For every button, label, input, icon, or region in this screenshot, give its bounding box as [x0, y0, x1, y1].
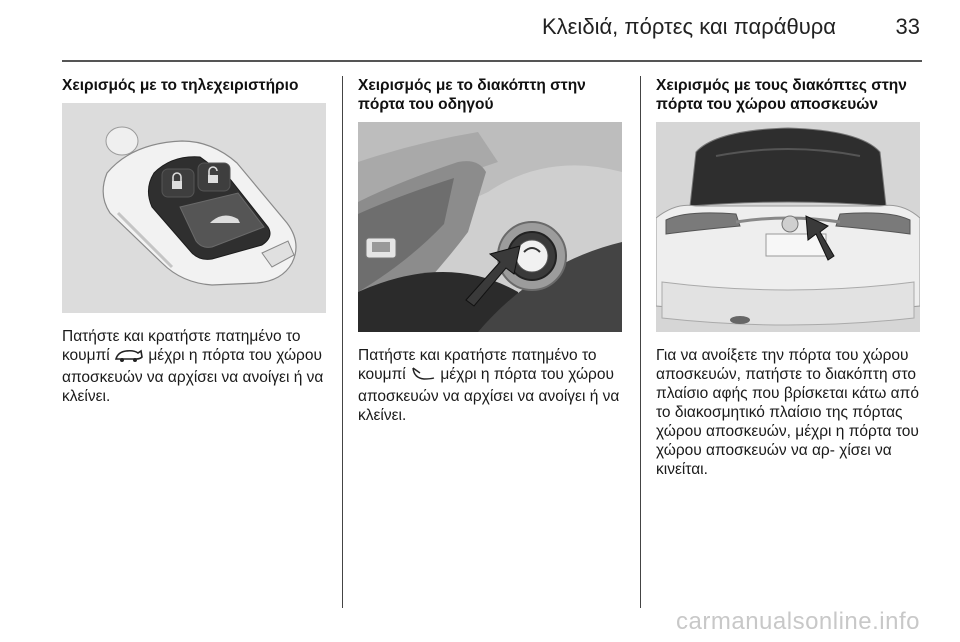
tailgate-switch-illustration: [656, 122, 920, 332]
instruction-text: Πατήστε και κρατήστε πατημένο το κουμπί μέχρι η πόρτα του χώρου αποσκευών να αρχίσει να ανοίγει ή να κλείνει.: [62, 328, 324, 405]
instruction-text: Πατήστε και κρατήστε πατημένο το κουμπί μέχρι η πόρτα του χώρου αποσκευών να αρχίσει να ανοίγει ή να κλείνει.: [358, 347, 620, 424]
column-divider-1: [342, 76, 343, 608]
car-trunk-icon: [114, 347, 144, 368]
page-title: Κλειδιά, πόρτες και παράθυρα: [541, 14, 836, 39]
column-tailgate-switch: [656, 76, 920, 479]
section-heading: Χειρισμός με το διακόπτη στην πόρτα του οδηγού: [358, 77, 586, 113]
key-fob-illustration: [62, 103, 326, 313]
driver-door-switch-illustration: [358, 122, 622, 332]
column-divider-2: [640, 76, 641, 608]
column-driver-door-switch: [358, 76, 622, 425]
instruction-text: Για να ανοίξετε την πόρτα του χώρου αποσκευών, πατήστε το διακόπτη στο πλαίσιο αφής που βρίσκεται κάτω από το διακοσμητικό πλαίσιο της πόρτας χώρου αποσκευών, μέχρι η πόρτα του χώρου αποσκευών να αρ- χίσει να κινείται.: [656, 347, 919, 478]
page-number: 33: [895, 14, 920, 39]
watermark: carmanualsonline.info: [676, 608, 920, 635]
tailgate-icon: [410, 366, 436, 387]
section-heading: Χειρισμός με το τηλεχειριστήριο: [62, 77, 299, 94]
header-divider: [62, 60, 922, 62]
section-heading: Χειρισμός με τους διακόπτες στην πόρτα του χώρου αποσκευών: [656, 77, 907, 113]
column-remote-control: [62, 76, 326, 406]
